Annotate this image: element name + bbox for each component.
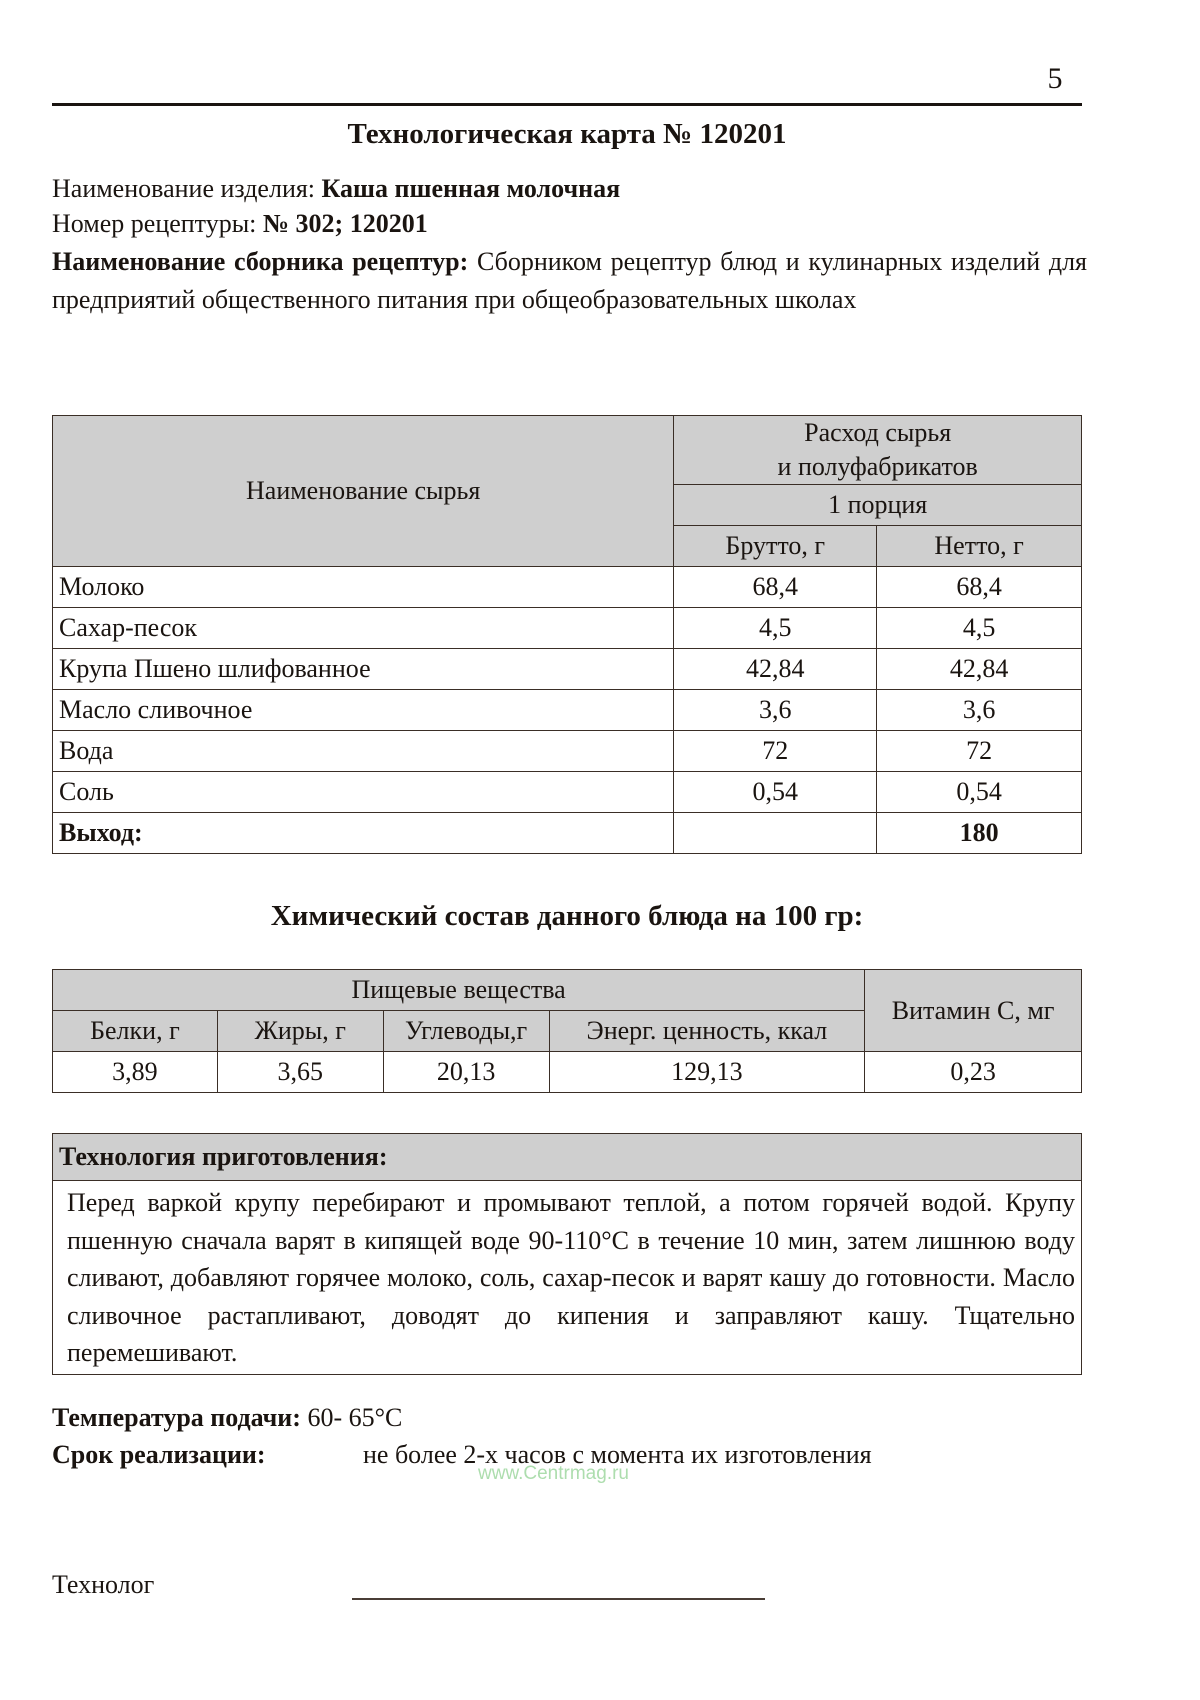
protein-header: Белки, г [53, 1011, 218, 1052]
ingredient-name: Вода [53, 731, 674, 772]
protein-value: 3,89 [53, 1052, 218, 1093]
document-title: Технологическая карта № 120201 [347, 118, 787, 150]
net-weight: 0,54 [877, 772, 1082, 813]
header-gross: Брутто, г [674, 526, 877, 567]
carbs-header: Углеводы,г [383, 1011, 549, 1052]
carbs-value: 20,13 [383, 1052, 549, 1093]
vitamin-c-header: Витамин С, мг [865, 970, 1082, 1052]
product-value: Каша пшенная молочная [321, 174, 621, 203]
shelf-life-value: не более 2-х часов с момента их изготовления [363, 1440, 872, 1469]
fat-header: Жиры, г [217, 1011, 383, 1052]
technology-text: Перед варкой крупу перебирают и промывают теплой, а потом горячей водой. Крупу пшенную сначала варят в кипящей воде 90-110°С в течение 10 мин, затем лишнюю воду сливают, добавляют горячее молоко, соль, сахар-песок и варят кашу до готовности. Масло сливочное растапливают, доводят до кипения и заправляют кашу. Тщательно перемешивают. [53, 1181, 1082, 1375]
energy-value: 129,13 [549, 1052, 865, 1093]
header-portion: 1 порция [674, 485, 1082, 526]
product-line [52, 170, 1087, 208]
ingredients-table [52, 415, 1082, 854]
collection-paragraph [52, 243, 1087, 319]
gross-weight: 3,6 [674, 690, 877, 731]
chemical-composition-title: Химический состав данного блюда на 100 гр: [270, 900, 864, 932]
page-number: 5 [1047, 62, 1063, 95]
header-consumption [674, 416, 1082, 485]
gross-weight: 72 [674, 731, 877, 772]
table-row [53, 690, 1082, 731]
signature-label: Технолог [52, 1570, 155, 1599]
table-row [53, 772, 1082, 813]
net-weight: 72 [877, 731, 1082, 772]
header-consumption-line1: Расход сырья [804, 418, 952, 447]
total-label: Выход: [53, 813, 674, 854]
gross-weight: 68,4 [674, 567, 877, 608]
gross-weight: 42,84 [674, 649, 877, 690]
serving-temperature-value: 60- 65°С [307, 1403, 403, 1432]
collection-label: Наименование сборника рецептур: [52, 247, 469, 276]
gross-weight: 4,5 [674, 608, 877, 649]
total-net: 180 [877, 813, 1082, 854]
ingredient-name: Сахар-песок [53, 608, 674, 649]
net-weight: 3,6 [877, 690, 1082, 731]
shelf-life-label-wrap [52, 1436, 266, 1474]
table-row [53, 608, 1082, 649]
ingredient-name: Масло сливочное [53, 690, 674, 731]
net-weight: 68,4 [877, 567, 1082, 608]
ingredient-name: Молоко [53, 567, 674, 608]
ingredient-name: Соль [53, 772, 674, 813]
table-row [53, 1052, 1082, 1093]
technology-header: Технология приготовления: [53, 1134, 1082, 1181]
serving-temperature-line [52, 1399, 402, 1437]
ingredient-name: Крупа Пшено шлифованное [53, 649, 674, 690]
recipe-number-label: Номер рецептуры: [52, 209, 257, 238]
shelf-life-label: Срок реализации: [52, 1440, 266, 1469]
recipe-number-line [52, 205, 1087, 243]
table-row-total [53, 813, 1082, 854]
nutrients-group-header: Пищевые вещества [53, 970, 865, 1011]
header-rule [52, 103, 1082, 106]
product-label: Наименование изделия: [52, 174, 316, 203]
signature-line [352, 1598, 765, 1600]
header-ingredient-name: Наименование сырья [53, 416, 674, 567]
watermark: www.Centrmag.ru [478, 1463, 629, 1484]
recipe-number-value: № 302; 120201 [262, 209, 428, 238]
header-consumption-line2: и полуфабрикатов [777, 452, 978, 481]
net-weight: 42,84 [877, 649, 1082, 690]
gross-weight: 0,54 [674, 772, 877, 813]
net-weight: 4,5 [877, 608, 1082, 649]
fat-value: 3,65 [217, 1052, 383, 1093]
table-row [53, 731, 1082, 772]
technology-box [52, 1133, 1082, 1375]
vitamin-c-value: 0,23 [865, 1052, 1082, 1093]
total-gross [674, 813, 877, 854]
serving-temperature-label: Температура подачи: [52, 1403, 301, 1432]
energy-header: Энерг. ценность, ккал [549, 1011, 865, 1052]
collection-value: Сборником рецептур блюд и кулинарных изделий для предприятий общественного питания при общеобразовательных школах [52, 247, 1088, 314]
table-row [53, 649, 1082, 690]
table-row [53, 567, 1082, 608]
chemical-composition-table [52, 969, 1082, 1093]
header-net: Нетто, г [877, 526, 1082, 567]
